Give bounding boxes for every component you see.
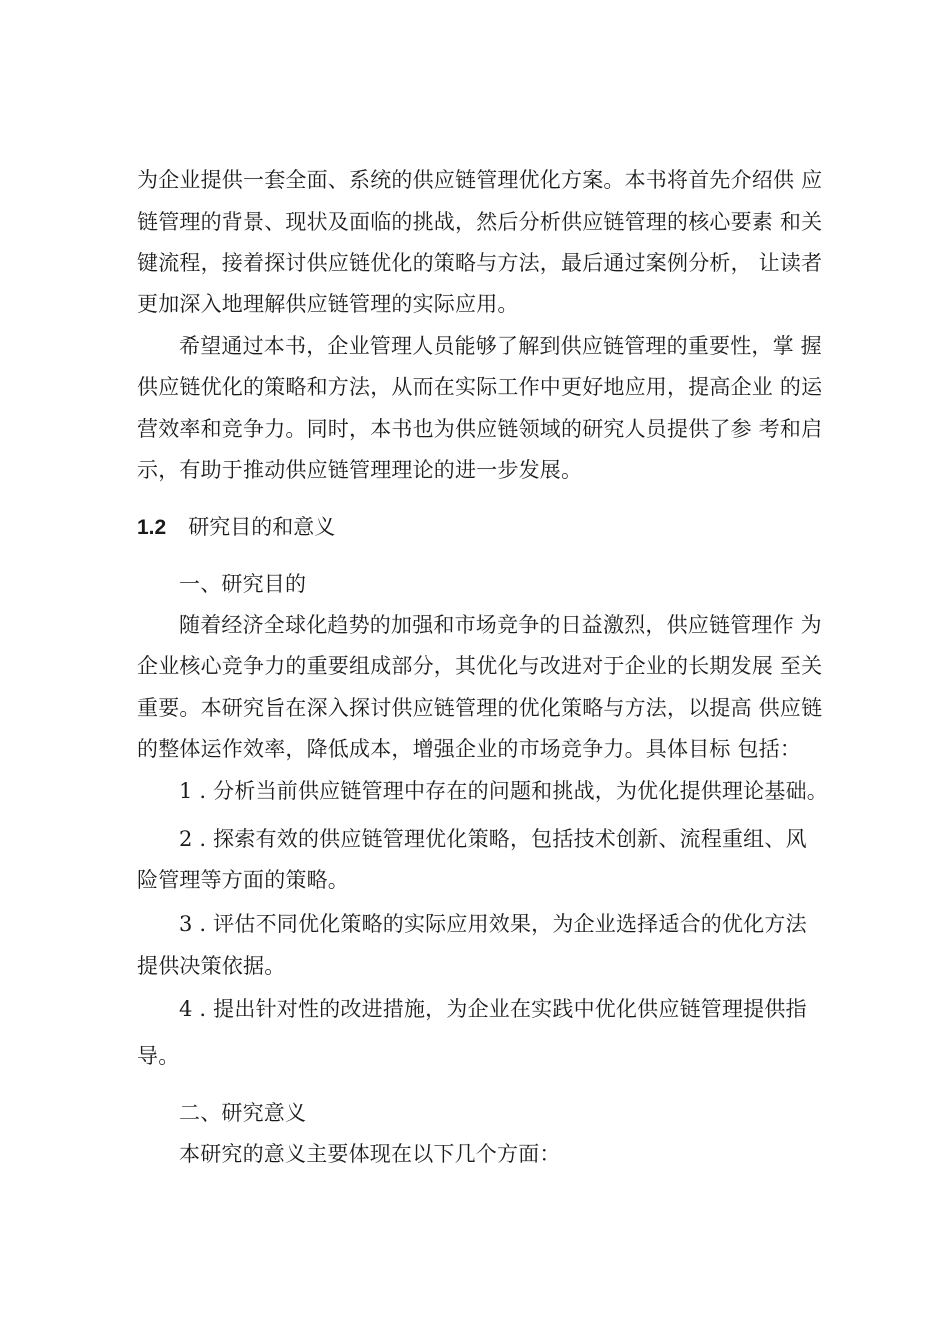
list-item: 3 . 评估不同优化策略的实际应用效果，为企业选择适合的优化方法 xyxy=(179,912,807,936)
paragraph-line: 为企业提供一套全面、系统的供应链管理优化方案。本书将首先介绍供 应 xyxy=(137,168,823,192)
paragraph-line: 营效率和竞争力。同时，本书也为供应链领域的研究人员提供了参 考和启 xyxy=(137,417,823,441)
subsection-heading: 二、研究意义 xyxy=(179,1101,307,1125)
list-item-continuation: 导。 xyxy=(137,1044,180,1068)
list-item: 4 . 提出针对性的改进措施，为企业在实践中优化供应链管理提供指 xyxy=(179,997,807,1021)
paragraph-line: 本研究的意义主要体现在以下几个方面： xyxy=(179,1142,561,1166)
subsection-heading: 一、研究目的 xyxy=(179,572,307,596)
paragraph-line: 的整体运作效率，降低成本，增强企业的市场竞争力。具体目标 包括： xyxy=(137,737,802,761)
paragraph-line: 示，有助于推动供应链管理理论的进一步发展。 xyxy=(137,458,583,482)
list-item-continuation: 提供决策依据。 xyxy=(137,954,286,978)
paragraph-line: 链管理的背景、现状及面临的挑战，然后分析供应链管理的核心要素 和关 xyxy=(137,210,823,234)
paragraph-line: 随着经济全球化趋势的加强和市场竞争的日益激烈，供应链管理作 为 xyxy=(179,613,822,637)
list-item: 2 . 探索有效的供应链管理优化策略，包括技术创新、流程重组、风 xyxy=(179,827,807,851)
section-number: 1.2 xyxy=(137,516,167,539)
list-item: 1 . 分析当前供应链管理中存在的问题和挑战，为优化提供理论基础。 xyxy=(179,779,828,803)
paragraph-line: 键流程，接着探讨供应链优化的策略与方法，最后通过案例分析， 让读者 xyxy=(137,251,823,275)
section-title: 研究目的和意义 xyxy=(188,515,336,539)
paragraph-line: 供应链优化的策略和方法，从而在实际工作中更好地应用，提高企业 的运 xyxy=(137,375,823,399)
list-item-continuation: 险管理等方面的策略。 xyxy=(137,868,349,892)
paragraph-line: 希望通过本书，企业管理人员能够了解到供应链管理的重要性，掌 握 xyxy=(179,334,822,358)
paragraph-line: 企业核心竞争力的重要组成部分，其优化与改进对于企业的长期发展 至关 xyxy=(137,654,823,678)
section-heading xyxy=(137,513,335,542)
paragraph-line: 更加深入地理解供应链管理的实际应用。 xyxy=(137,292,519,316)
paragraph-line: 重要。本研究旨在深入探讨供应链管理的优化策略与方法，以提高 供应链 xyxy=(137,696,823,720)
